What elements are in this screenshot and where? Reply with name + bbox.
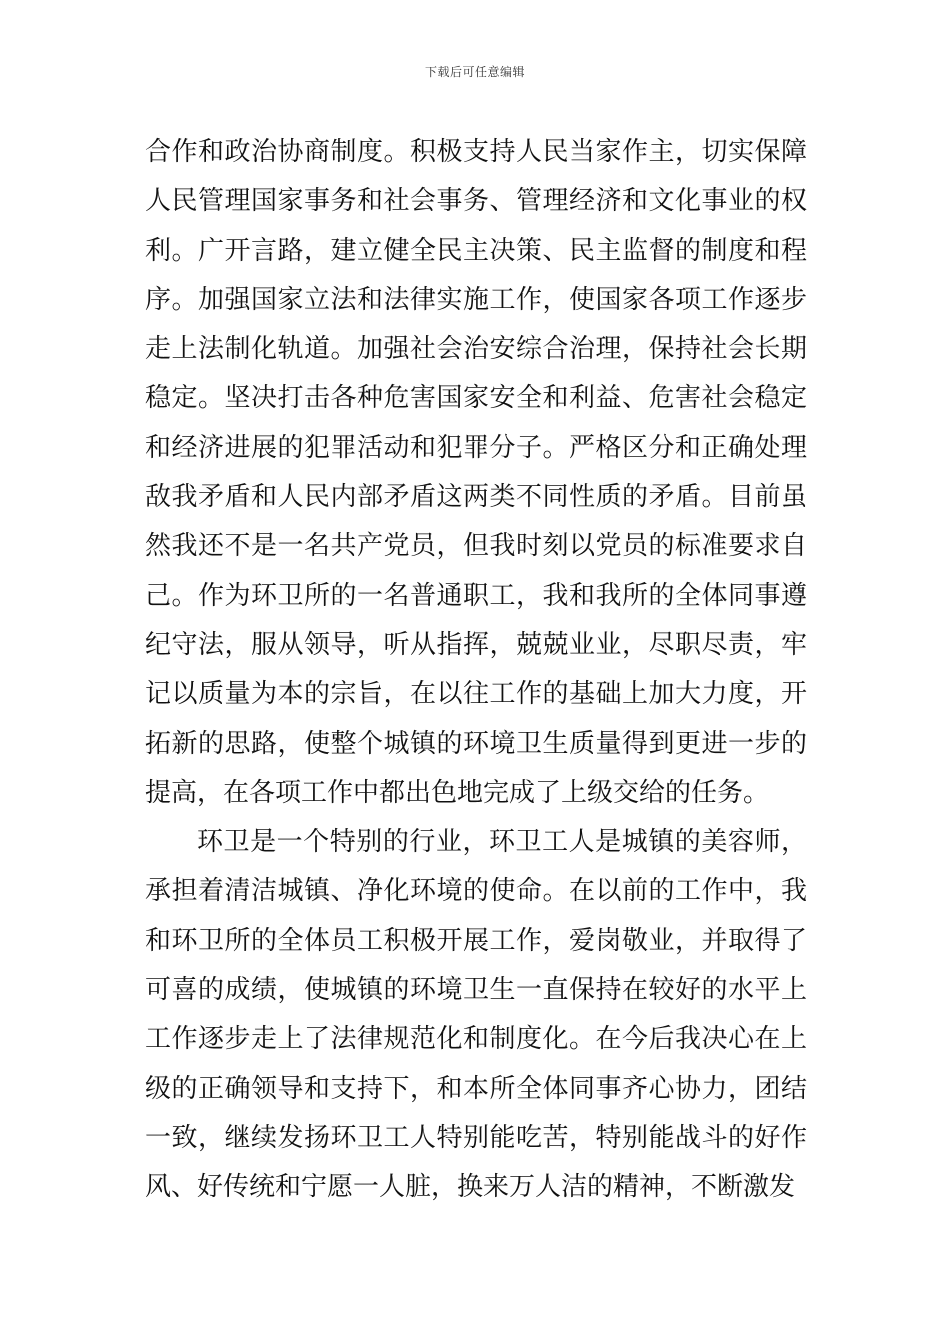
document-body [145, 128, 807, 1213]
body-paragraph: 合作和政治协商制度。积极支持人民当家作主，切实保障人民管理国家事务和社会事务、管理经济和文化事业的权利。广开言路，建立健全民主决策、民主监督的制度和程序。加强国家立法和法律实施工作，使国家各项工作逐步走上法制化轨道。加强社会治安综合治理，保持社会长期稳定。坚决打击各种危害国家安全和利益、危害社会稳定和经济进展的犯罪活动和犯罪分子。严格区分和正确处理敌我矛盾和人民内部矛盾这两类不同性质的矛盾。目前虽然我还不是一名共产党员，但我时刻以党员的标准要求自己。作为环卫所的一名普通职工，我和我所的全体同事遵纪守法，服从领导，听从指挥，兢兢业业，尽职尽责，牢记以质量为本的宗旨，在以往工作的基础上加大力度，开拓新的思路，使整个城镇的环境卫生质量得到更进一步的提高，在各项工作中都出色地完成了上级交给的任务。 [145, 137, 807, 808]
page-header: 下载后可任意编辑 [424, 65, 525, 79]
body-paragraph: 环卫是一个特别的行业，环卫工人是城镇的美容师，承担着清洁城镇、净化环境的使命。在以前的工作中，我和环卫所的全体员工积极开展工作，爱岗敬业，并取得了可喜的成绩，使城镇的环境卫生一直保持在较好的水平上工作逐步走上了法律规范化和制度化。在今后我决心在上级的正确领导和支持下，和本所全体同事齐心协力，团结一致，继续发扬环卫工人特别能吃苦，特别能战斗的好作风、好传统和宁愿一人脏，换来万人洁的精神，不断激发 [145, 827, 807, 1203]
